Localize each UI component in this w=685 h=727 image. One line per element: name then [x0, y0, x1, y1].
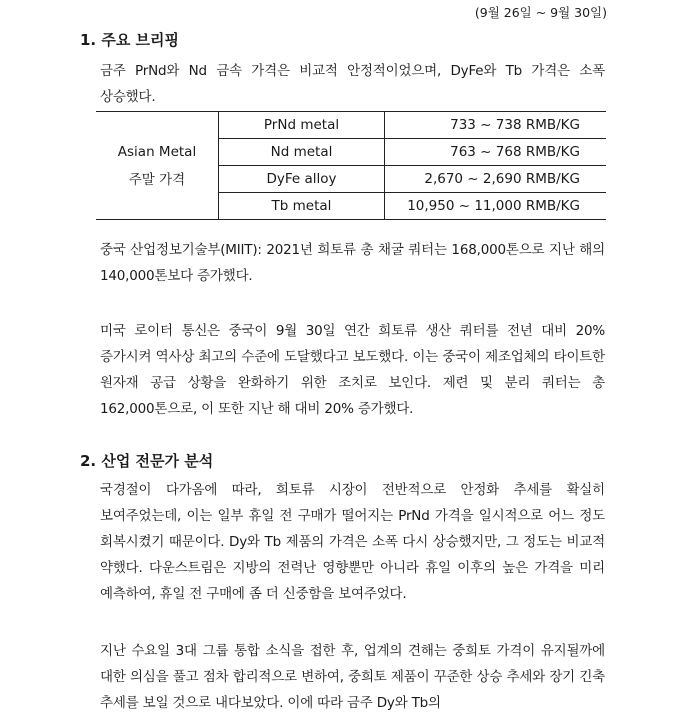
date-range: (9월 26일 ~ 9월 30일)	[474, 5, 607, 20]
price-table	[96, 111, 606, 220]
miit-quota-paragraph: 중국 산업정보기술부(MIIT): 2021년 희토류 총 채굴 쿼터는 168,000톤으로 지난 해의 140,000톤보다 증가했다.	[100, 242, 605, 284]
briefing-intro-paragraph: 금주 PrNd와 Nd 금속 가격은 비교적 안정적이었으며, DyFe와 Tb 가격은 소폭 상승했다.	[100, 63, 605, 105]
metal-name-cell: Nd metal	[219, 139, 385, 166]
metal-name-cell: PrNd metal	[219, 112, 385, 139]
metal-name-cell: Tb metal	[219, 193, 385, 220]
reuters-report-paragraph: 미국 로이터 통신은 중국이 9월 30일 연간 희토류 생산 쿼터를 전년 대비 20% 증가시켜 역사상 최고의 수준에 도달했다고 보도했다. 이는 중국이 제조업체의 타이트한 원자재 공급 상황을 완화하기 위한 조치로 보인다. 제련 및 분리 쿼터는 총 162,000톤으로, 이 또한 지난 해 대비 20% 증가했다.	[100, 323, 605, 417]
group-label-line2: 주말 가격	[128, 171, 186, 188]
group-label-line1: Asian Metal	[117, 143, 197, 160]
table-row	[96, 112, 606, 139]
price-group-label	[96, 112, 219, 220]
section-title-briefing: 1. 주요 브리핑	[80, 31, 180, 49]
holiday-market-paragraph: 국경절이 다가옴에 따라, 희토류 시장이 전반적으로 안정화 추세를 확실히 보여주었는데, 이는 일부 휴일 전 구매가 떨어지는 PrNd 가격을 일시적으로 어느 정도 회복시켰기 때문이다. Dy와 Tb 제품의 가격은 소폭 다시 상승했지만, 그 정도는 비교적 약했다. 다운스트림은 지방의 전력난 영향뿐만 아니라 휴일 이후의 높은 가격을 미리 예측하여, 휴일 전 구매에 좀 더 신중함을 보여주었다.	[100, 482, 605, 602]
section-title-analysis: 2. 산업 전문가 분석	[80, 452, 214, 470]
price-cell: 10,950 ~ 11,000 RMB/KG	[385, 193, 607, 220]
price-cell: 2,670 ~ 2,690 RMB/KG	[385, 166, 607, 193]
group-merger-paragraph: 지난 수요일 3대 그룹 통합 소식을 접한 후, 업계의 견해는 중희토 가격이 유지될까에 대한 의심을 풀고 점차 합리적으로 변하여, 중희토 제품이 꾸준한 상승 추세와 장기 긴축 추세를 보일 것으로 내다보았다. 이에 따라 금주 Dy와 Tb의	[100, 643, 605, 711]
metal-name-cell: DyFe alloy	[219, 166, 385, 193]
price-cell: 733 ~ 738 RMB/KG	[385, 112, 607, 139]
price-cell: 763 ~ 768 RMB/KG	[385, 139, 607, 166]
